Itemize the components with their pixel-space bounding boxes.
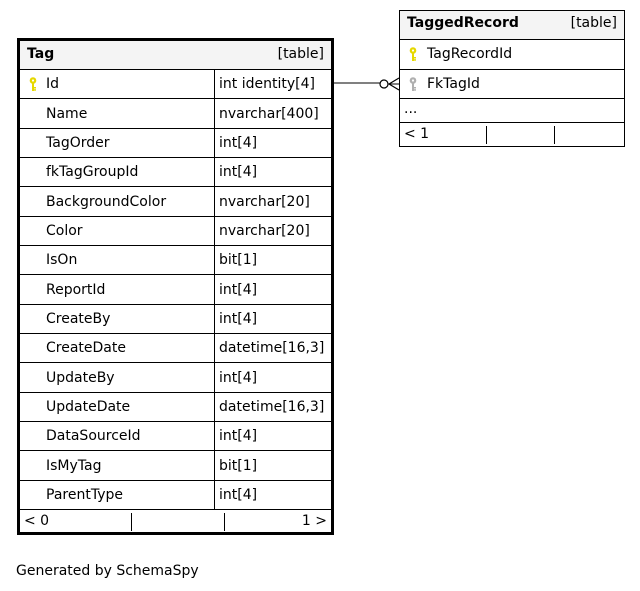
more-columns-ellipsis: [400, 99, 624, 123]
column-name: IsOn: [46, 252, 78, 269]
table-name: Tag: [27, 46, 55, 62]
column-type: nvarchar[400]: [214, 99, 319, 127]
column-name: CreateBy: [46, 310, 111, 327]
column-name: TagRecordId: [427, 46, 513, 63]
column-row[interactable]: [20, 246, 331, 275]
column-row[interactable]: [400, 40, 624, 70]
tagged-record-table-footer: [400, 123, 624, 147]
footer-divider: [554, 126, 555, 144]
column-type: bit[1]: [214, 451, 257, 479]
column-name: FkTagId: [427, 75, 480, 92]
column-row[interactable]: [20, 305, 331, 334]
column-type: datetime[16,3]: [214, 393, 324, 421]
generated-by-text: Generated by SchemaSpy: [16, 563, 199, 579]
column-name: BackgroundColor: [46, 193, 167, 210]
column-type: nvarchar[20]: [214, 217, 310, 245]
table-kind: [table]: [277, 46, 324, 62]
footer-parent-count: < 0: [24, 513, 50, 530]
column-row[interactable]: [20, 481, 331, 510]
column-row[interactable]: [20, 70, 331, 99]
tag-table-header[interactable]: [20, 41, 331, 70]
column-row[interactable]: [20, 451, 331, 480]
column-type: int[4]: [214, 422, 257, 450]
tagged-record-table[interactable]: [399, 10, 625, 147]
footer-parent-count: < 1: [404, 126, 430, 142]
column-name: DataSourceId: [46, 428, 141, 445]
tag-table[interactable]: [17, 38, 334, 535]
column-type: int[4]: [214, 158, 257, 186]
column-row[interactable]: [20, 334, 331, 363]
column-name: ParentType: [46, 486, 123, 503]
column-row[interactable]: [20, 187, 331, 216]
table-kind: [table]: [570, 15, 617, 31]
column-name: Color: [46, 222, 83, 239]
column-row[interactable]: [20, 158, 331, 187]
column-name: Name: [46, 105, 88, 122]
column-name: CreateDate: [46, 340, 126, 357]
column-row[interactable]: [20, 422, 331, 451]
column-name: ReportId: [46, 281, 106, 298]
primary-key-icon: [27, 76, 39, 92]
column-name: UpdateDate: [46, 398, 131, 415]
footer-divider: [131, 513, 132, 531]
column-type: int[4]: [214, 129, 257, 157]
column-type: nvarchar[20]: [214, 187, 310, 215]
column-type: int[4]: [214, 275, 257, 303]
column-type: int[4]: [214, 305, 257, 333]
footer-child-count: 1 >: [301, 513, 327, 530]
column-name: fkTagGroupId: [46, 164, 139, 181]
column-row[interactable]: [400, 70, 624, 100]
primary-key-icon: [407, 46, 419, 62]
column-row[interactable]: [20, 99, 331, 128]
table-name: TaggedRecord: [407, 15, 519, 31]
tagged-record-table-header[interactable]: [400, 11, 624, 40]
footer-divider: [486, 126, 487, 144]
column-type: datetime[16,3]: [214, 334, 324, 362]
column-name: TagOrder: [46, 134, 110, 151]
column-name: UpdateBy: [46, 369, 115, 386]
column-row[interactable]: [20, 363, 331, 392]
column-type: int[4]: [214, 481, 257, 509]
column-type: int[4]: [214, 363, 257, 391]
column-row[interactable]: [20, 275, 331, 304]
ellipsis-text: ...: [404, 101, 418, 117]
column-type: int identity[4]: [214, 70, 315, 98]
tag-table-footer: [20, 510, 331, 533]
column-type: bit[1]: [214, 246, 257, 274]
column-row[interactable]: [20, 393, 331, 422]
foreign-key-icon: [407, 76, 419, 92]
column-name: IsMyTag: [46, 457, 102, 474]
column-row[interactable]: [20, 129, 331, 158]
footer-divider: [224, 513, 225, 531]
column-name: Id: [46, 76, 60, 93]
column-row[interactable]: [20, 217, 331, 246]
